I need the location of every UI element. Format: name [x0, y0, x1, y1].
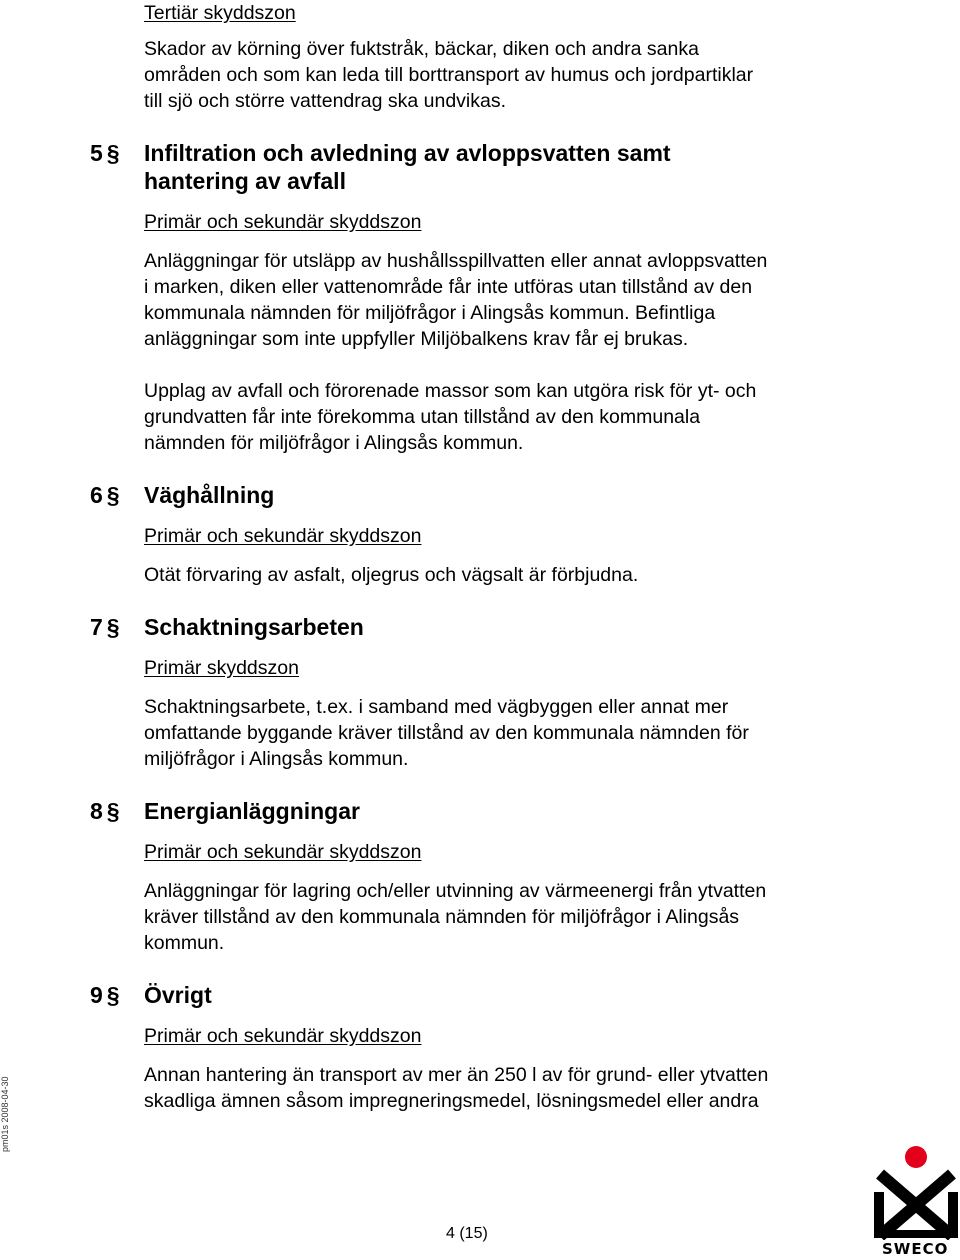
page-number: 4 (15)	[446, 1225, 488, 1242]
paragraph-sign-icon: §	[106, 140, 120, 166]
section-title-7	[144, 613, 364, 641]
section-number-8: 8 §	[90, 798, 120, 824]
text-line: kräver tillstånd av den kommunala nämnden för miljöfrågor i Alingsås	[144, 906, 740, 928]
zone-heading-8: Primär och sekundär skyddszon	[144, 841, 422, 863]
text-line: Otät förvaring av asfalt, oljegrus och vägsalt är förbjudna.	[144, 564, 639, 586]
zone-heading-9: Primär och sekundär skyddszon	[144, 1025, 422, 1047]
text-line: kommunala nämnden för miljöfrågor i Alingsås kommun. Befintliga	[144, 302, 716, 324]
paragraph-sign-icon: §	[106, 982, 120, 1008]
paragraph-sign-icon: §	[106, 614, 120, 640]
paragraph-8	[144, 878, 834, 956]
paragraph-5-2	[144, 378, 834, 456]
title-line: Väghållning	[144, 482, 275, 508]
section-title-9	[144, 981, 212, 1009]
text-line: anläggningar som inte uppfyller Miljöbalkens krav får ej brukas.	[144, 328, 689, 350]
document-code: pm01s 2008-04-30	[0, 1076, 10, 1152]
title-line: Energianläggningar	[144, 798, 360, 824]
text-line: miljöfrågor i Alingsås kommun.	[144, 748, 409, 770]
text-line: Schaktningsarbete, t.ex. i samband med vägbyggen eller annat mer	[144, 696, 729, 718]
text-line: omfattande byggande kräver tillstånd av den kommunala nämnden för	[144, 722, 749, 744]
title-line: Infiltration och avledning av avloppsvatten samt	[144, 140, 671, 166]
title-line: hantering av avfall	[144, 168, 346, 194]
zone-heading-tertiary: Tertiär skyddszon	[144, 2, 296, 24]
paragraph-sign-icon: §	[106, 482, 120, 508]
section-number-9: 9 §	[90, 982, 120, 1008]
section-title-5	[144, 139, 671, 195]
text-line: Anläggningar för lagring och/eller utvinning av värmeenergi från ytvatten	[144, 880, 767, 902]
text-line: nämnden för miljöfrågor i Alingsås kommun.	[144, 432, 524, 454]
title-line: Övrigt	[144, 982, 212, 1008]
text-line: Anläggningar för utsläpp av hushållsspillvatten eller annat avloppsvatten	[144, 250, 768, 272]
zone-heading-5: Primär och sekundär skyddszon	[144, 211, 422, 233]
logo-wordmark: SWECO	[882, 1240, 949, 1258]
text-line: kommun.	[144, 932, 225, 954]
zone-heading-6: Primär och sekundär skyddszon	[144, 525, 422, 547]
section-number-6: 6 §	[90, 482, 120, 508]
text-line: skadliga ämnen såsom impregneringsmedel, lösningsmedel eller andra	[144, 1090, 759, 1112]
paragraph-7	[144, 694, 834, 772]
paragraph-9	[144, 1062, 834, 1114]
text-line: grundvatten får inte förekomma utan tillstånd av den kommunala	[144, 406, 701, 428]
text-line: områden och som kan leda till borttransport av humus och jordpartiklar	[144, 64, 754, 86]
text-line: Upplag av avfall och förorenade massor som kan utgöra risk för yt- och	[144, 380, 757, 402]
section-number-7: 7 §	[90, 614, 120, 640]
paragraph-tertiary	[144, 36, 834, 114]
section-title-6	[144, 481, 274, 509]
zone-heading-7: Primär skyddszon	[144, 657, 299, 679]
text-line: i marken, diken eller vattenområde får inte utföras utan tillstånd av den	[144, 276, 753, 298]
text-line: Annan hantering än transport av mer än 250 l av för grund- eller ytvatten	[144, 1064, 769, 1086]
text-line: Skador av körning över fuktstråk, bäckar, diken och andra sanka	[144, 38, 699, 60]
paragraph-5-1	[144, 248, 834, 352]
section-title-8	[144, 797, 360, 825]
text-line: till sjö och större vattendrag ska undvikas.	[144, 90, 507, 112]
title-line: Schaktningsarbeten	[144, 614, 364, 640]
paragraph-6	[144, 562, 834, 588]
paragraph-sign-icon: §	[106, 798, 120, 824]
section-number-5: 5 §	[90, 140, 120, 166]
